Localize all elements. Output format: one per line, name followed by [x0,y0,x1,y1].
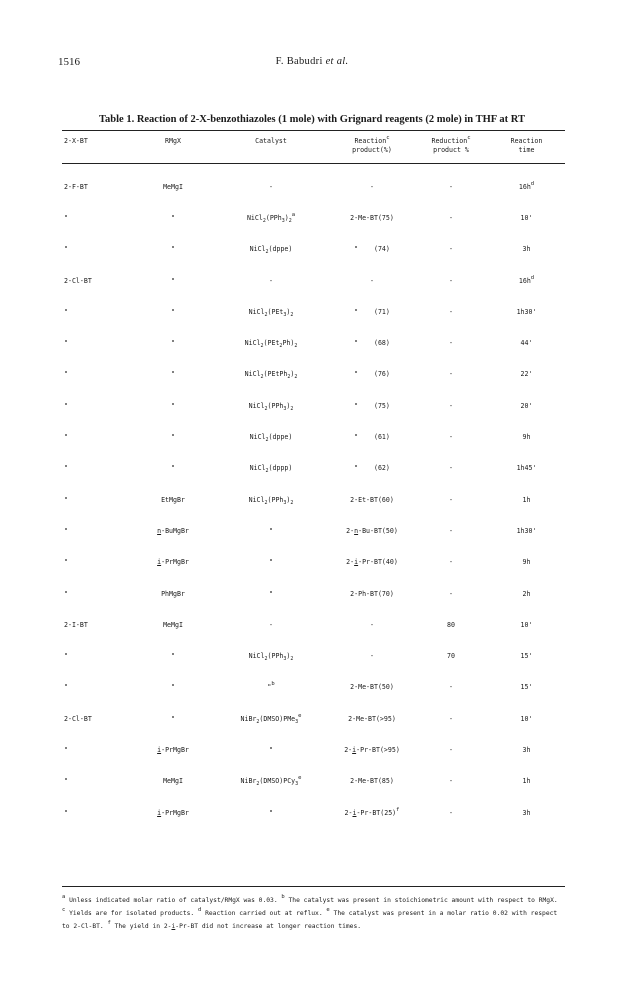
cell-substrate: 2-I-BT [64,620,88,629]
results-table [62,130,565,828]
cell-catalyst: " [269,526,273,535]
cell-reagent: MeMgI [163,182,183,191]
cell-reagent: " [171,683,175,692]
cell-substrate: 2-Cl-BT [64,714,92,723]
col-header-substrate: 2-X-BT [64,137,88,145]
cell-time: 10' [520,714,533,723]
cell-substrate: " [64,683,68,692]
cell-catalyst: - [269,276,273,285]
table-row [62,578,565,609]
cell-reagent: " [171,276,175,285]
cell-substrate: " [64,245,68,254]
cell-reagent: " [171,652,175,661]
cell-reaction-product: " (62) [354,464,390,473]
cell-reduction-product: - [449,495,453,504]
page-number: 1516 [58,56,80,68]
cell-reaction-product: " (68) [354,339,390,348]
cell-substrate: " [64,558,68,567]
cell-substrate: " [64,652,68,661]
table-caption: Table 1. Reaction of 2-X-benzothiazoles (1 mole) with Grignard reagents (2 mole) in THF at RT [98,114,525,125]
col-header-reduction-product: Reduction$^c$ product % [431,135,471,154]
cell-reaction-product: " (75) [354,401,390,410]
cell-time: 10' [520,213,533,222]
col-header-catalyst: Catalyst [255,137,287,145]
table-row [62,327,565,358]
table-body [62,171,565,828]
running-head [0,56,624,67]
col-header-reaction-product: Reaction$^c$ product(%) [352,135,392,154]
cell-catalyst: NiCl$_2$(dppe) [249,245,293,256]
cell-time: 3h [522,745,531,754]
cell-time: 10' [520,620,533,629]
table-row [62,359,565,390]
cell-reagent: PhMgBr [161,589,185,598]
cell-catalyst: $NiCl_2(PEt_2Ph)_2$ [244,339,298,350]
table-row [62,296,565,327]
cell-catalyst: NiBr$_2$(DMSO)PCy$_3^e$ [240,775,302,788]
cell-reaction-product: " (71) [354,307,390,316]
cell-reaction-product: " (76) [354,370,390,379]
cell-catalyst: $NiCl_2(PPh_3)_2$ [248,652,294,663]
cell-reduction-product: - [449,433,453,442]
cell-reduction-product: 80 [447,620,455,629]
cell-reduction-product: - [449,589,453,598]
table-row [62,734,565,765]
cell-catalyst: "$^b$ [267,681,275,692]
bottom-rule [62,886,565,887]
cell-reagent: MeMgI [163,777,183,786]
cell-catalyst: NiBr$_2$(DMSO)PMe$_3^e$ [240,712,302,725]
col-header-rmgx: RMgX [165,137,181,145]
cell-reaction-product: 2-i-Pr-BT(>95) [344,745,400,754]
cell-reaction-product: 2-Me-BT(75) [350,213,394,222]
cell-reagent: i-PrMgBr [157,558,189,567]
cell-substrate: " [64,307,68,316]
cell-reaction-product: - [370,182,374,191]
cell-catalyst: $NiCl_2(PPh_3)_2$ [248,495,294,506]
cell-reduction-product: - [449,777,453,786]
table-row [62,703,565,734]
cell-reagent: i-PrMgBr [157,808,189,817]
cell-catalyst: " [269,589,273,598]
cell-reagent: " [171,370,175,379]
table-row [62,202,565,233]
cell-reagent: " [171,401,175,410]
cell-reduction-product: - [449,182,453,191]
cell-reduction-product: - [449,558,453,567]
table-row [62,672,565,703]
table-row [62,421,565,452]
cell-reduction-product: - [449,714,453,723]
cell-reaction-product: " (61) [354,433,390,442]
cell-substrate: " [64,526,68,535]
table-row [62,797,565,828]
cell-reduction-product: - [449,307,453,316]
cell-time: 1h30' [516,307,537,316]
cell-reagent: n-BuMgBr [157,526,189,535]
cell-catalyst: $NiCl_2(PEt_3)_2$ [248,307,294,318]
cell-substrate: " [64,495,68,504]
cell-reaction-product: " (74) [354,245,390,254]
cell-substrate: " [64,401,68,410]
cell-catalyst: $NiCl_2(PPh_3)_2^a$ [246,211,296,224]
table-row [62,640,565,671]
cell-substrate: " [64,370,68,379]
cell-reaction-product: 2-n-Bu-BT(50) [346,526,398,535]
cell-time: $16h^d$ [518,274,535,285]
cell-reaction-product: 2-Ph-BT(70) [350,589,394,598]
cell-substrate: " [64,808,68,817]
cell-catalyst: " [269,808,273,817]
cell-substrate: " [64,777,68,786]
cell-reaction-product: 2-Me-BT(50) [350,683,394,692]
cell-catalyst: $NiCl_2(PPh_3)_2$ [248,401,294,412]
cell-time: 9h [522,433,531,442]
cell-reaction-product: $2-i-Pr-BT(25)^f$ [344,806,400,817]
cell-reduction-product: - [449,401,453,410]
cell-catalyst: $NiCl_2(PEtPh_2)_2$ [244,370,298,381]
cell-time: 1h45' [516,464,537,473]
cell-reagent: " [171,433,175,442]
cell-reagent: MeMgI [163,620,183,629]
cell-reagent: " [171,307,175,316]
cell-reduction-product: - [449,339,453,348]
cell-reduction-product: - [449,745,453,754]
cell-reagent: " [171,464,175,473]
cell-time: $16h^d$ [518,180,535,191]
cell-reduction-product: - [449,526,453,535]
cell-substrate: " [64,213,68,222]
cell-substrate: " [64,745,68,754]
cell-catalyst: NiCl$_2$(dppe) [249,433,293,444]
cell-reduction-product: - [449,464,453,473]
cell-time: 3h [522,808,531,817]
cell-reaction-product: 2-Me-BT(85) [350,777,394,786]
cell-catalyst: - [269,182,273,191]
cell-time: 1h [522,777,531,786]
cell-reagent: i-PrMgBr [157,745,189,754]
cell-reduction-product: 70 [447,652,455,661]
cell-reaction-product: - [370,620,374,629]
cell-reaction-product: - [370,652,374,661]
cell-reagent: " [171,714,175,723]
cell-substrate: 2-Cl-BT [64,276,92,285]
cell-catalyst: - [269,620,273,629]
table-row [62,390,565,421]
cell-substrate: " [64,464,68,473]
cell-reaction-product: 2-Me-BT(>95) [348,714,396,723]
cell-reduction-product: - [449,370,453,379]
table-row [62,609,565,640]
cell-catalyst: " [269,745,273,754]
cell-time: 1h30' [516,526,537,535]
cell-catalyst: NiCl$_2$(dppp) [249,464,293,475]
cell-reagent: " [171,339,175,348]
cell-time: 9h [522,558,531,567]
cell-reagent: " [171,213,175,222]
table-row [62,484,565,515]
col-header-reaction-time: Reaction time [510,137,543,154]
cell-reaction-product: 2-Et-BT(60) [350,495,394,504]
running-head-etal: et al. [322,56,349,67]
cell-reaction-product: 2-i-Pr-BT(40) [346,558,398,567]
table-row [62,547,565,578]
cell-reaction-product: - [370,276,374,285]
cell-time: 44' [520,339,533,348]
table-header-row [62,130,565,171]
cell-time: 20' [520,401,533,410]
cell-substrate: " [64,339,68,348]
table-row [62,515,565,546]
cell-time: 22' [520,370,533,379]
cell-substrate: " [64,433,68,442]
table-row [62,766,565,797]
cell-reduction-product: - [449,245,453,254]
cell-reduction-product: - [449,276,453,285]
cell-reduction-product: - [449,808,453,817]
cell-time: 2h [522,589,531,598]
cell-time: 1h [522,495,531,504]
table-row [62,171,565,202]
running-head-author: F. Babudri [275,56,323,67]
table-row [62,265,565,296]
table-footnote: $^a$ Unless indicated molar ratio of catalyst/RMgX was 0.03. $^b$ The catalyst was present in stoichiometric amount with respect to RMgX. $^c$ Yields are for isolated products. $^d$ Reaction carried out at reflux. $^e$ The catalyst was present in a molar ratio 0.02 with respect to 2-Cl-BT. $^f$ The yield in 2-i-Pr-BT did not increase at longer reaction times. [62,894,562,931]
cell-reagent: " [171,245,175,254]
cell-time: 15' [520,683,533,692]
cell-substrate: " [64,589,68,598]
cell-time: 3h [522,245,531,254]
table-row [62,453,565,484]
cell-reduction-product: - [449,683,453,692]
cell-catalyst: " [269,558,273,567]
cell-reagent: EtMgBr [161,495,185,504]
cell-reduction-product: - [449,213,453,222]
cell-substrate: 2-F-BT [64,182,88,191]
table-row [62,234,565,265]
cell-time: 15' [520,652,533,661]
